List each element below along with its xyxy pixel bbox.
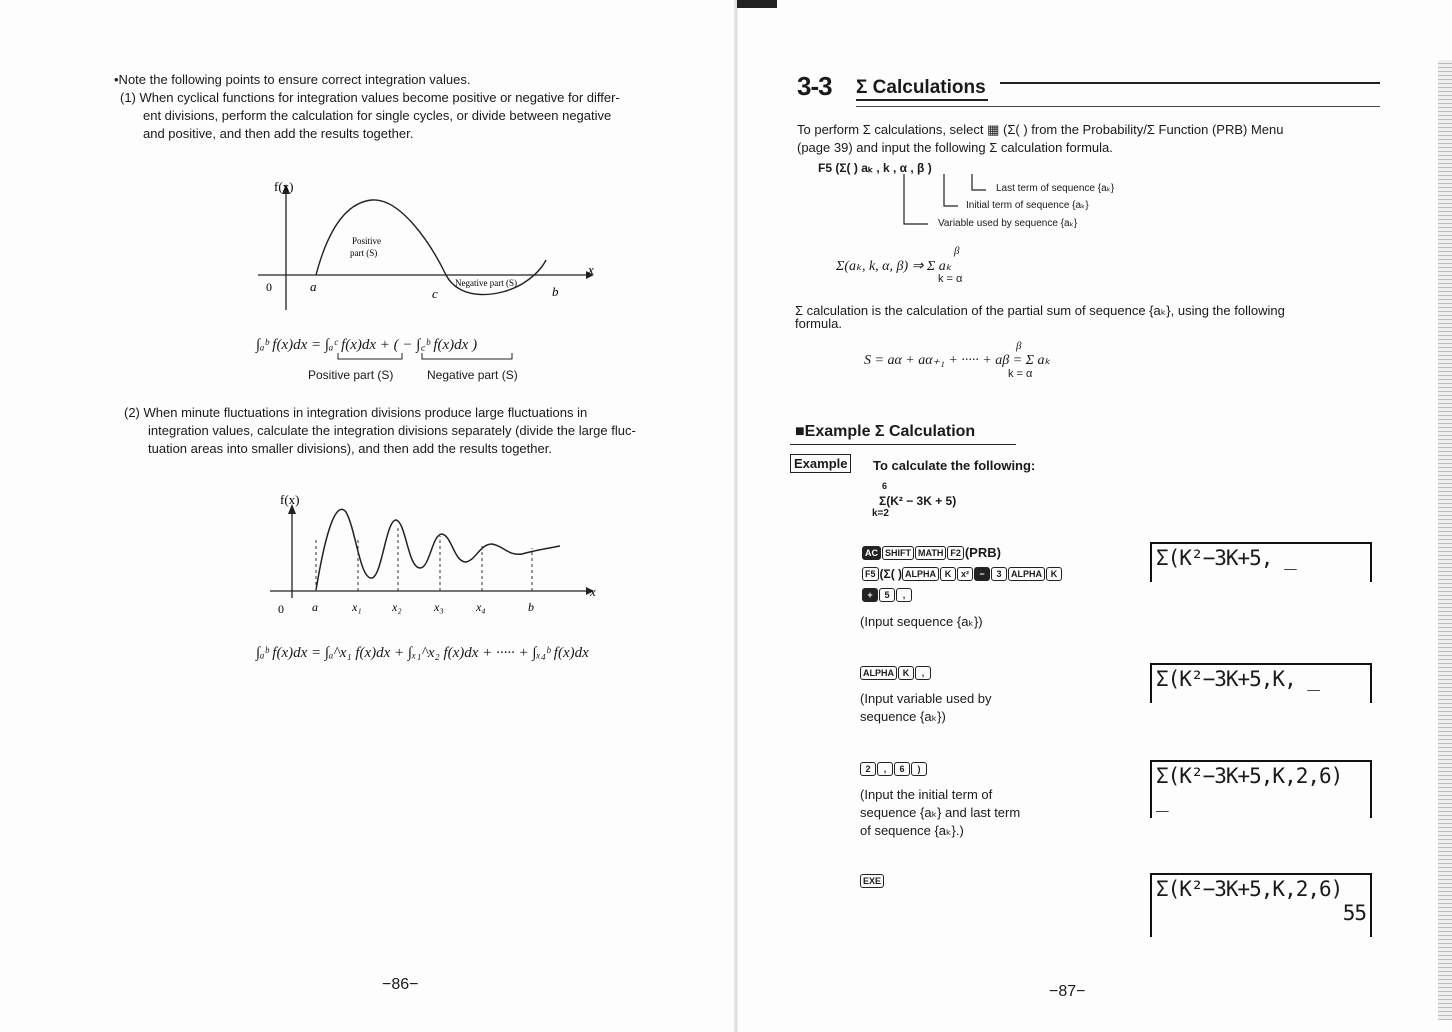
key-5[interactable]: 5 — [879, 588, 895, 602]
step3-caption-line3: of sequence {aₖ}.) — [860, 823, 964, 838]
graph1-ylabel: f(x) — [274, 179, 294, 194]
oscillating-curve — [316, 509, 560, 590]
negative-label: Negative part (S) — [455, 278, 517, 288]
cyclic-function-graph — [250, 172, 610, 312]
key-k-2[interactable]: K — [1046, 567, 1062, 581]
graph2-origin: 0 — [278, 602, 284, 616]
section-title: Σ Calculations — [856, 77, 988, 101]
key-exe[interactable]: EXE — [860, 874, 884, 888]
key-comma[interactable]: , — [896, 588, 912, 602]
intro-line1: To perform Σ calculations, select ▦ (Σ( ) from the Probability/Σ Function (PRB) Menu — [797, 122, 1284, 137]
step4-display-line1: Σ(K²−3K+5,K,2,6) — [1156, 877, 1343, 901]
step3-caption-line1: (Input the initial term of — [860, 787, 993, 802]
partial-sum-line1: Σ calculation is the calculation of the partial sum of sequence {aₖ}, using the following — [795, 303, 1285, 318]
sigma-label: (Σ( ) — [879, 567, 903, 581]
key-plus[interactable]: + — [862, 588, 878, 602]
key-k[interactable]: K — [940, 567, 956, 581]
step3-display-line1: Σ(K²−3K+5,K,2,6) — [1156, 764, 1343, 788]
section-rule-bottom — [856, 106, 1380, 107]
key-close-paren[interactable]: ) — [911, 762, 927, 776]
point2-line3: tuation areas into smaller divisions), and then add the results together. — [148, 441, 552, 456]
def-formula-lower: k = α — [938, 273, 963, 285]
right-page-number: −87− — [1049, 983, 1086, 1000]
point2-line2: integration values, calculate the integration divisions separately (divide the large fluc- — [148, 423, 636, 438]
key-comma-2[interactable]: , — [915, 666, 931, 680]
annotation-initial-term: Initial term of sequence {aₖ} — [966, 200, 1089, 211]
tick-x2: x₂ — [392, 600, 402, 614]
key-alpha-2[interactable]: ALPHA — [1008, 567, 1045, 581]
key-2[interactable]: 2 — [860, 762, 876, 776]
tick-x3: x₃ — [434, 600, 444, 614]
sum-formula-lower: k = α — [1008, 368, 1033, 380]
step1-keys-row2 — [862, 565, 1063, 583]
step3-keys — [860, 760, 928, 778]
tick-a: a — [312, 600, 318, 614]
step1-caption: (Input sequence {aₖ}) — [860, 614, 983, 629]
point1-line1: (1) When cyclical functions for integration values become positive or negative for differ- — [120, 90, 620, 105]
graph2-xlabel: x — [590, 584, 596, 599]
step1-display — [1150, 542, 1372, 582]
example-heading: ■Example Σ Calculation — [795, 423, 976, 440]
step4-display — [1150, 873, 1372, 937]
example-task: To calculate the following: — [873, 458, 1036, 473]
step2-display — [1150, 663, 1372, 703]
book-spine — [733, 0, 739, 1032]
formula1: ∫ₐᵇ f(x)dx = ∫ₐᶜ f(x)dx + ( − ∫꜀ᵇ f(x)dx ) — [256, 337, 478, 353]
scan-artifact-bar — [737, 0, 777, 8]
example-lower: k=2 — [872, 508, 889, 519]
key-k-3[interactable]: K — [898, 666, 914, 680]
formula1-brackets — [336, 353, 526, 365]
formula1-positive-label: Positive part (S) — [308, 368, 394, 382]
prb-label: (PRB) — [964, 545, 1001, 560]
tick-x4: x₄ — [476, 600, 486, 614]
step3-display — [1150, 760, 1372, 818]
step1-display-line1: Σ(K²−3K+5, _ — [1156, 546, 1296, 570]
key-ac[interactable]: AC — [862, 546, 881, 560]
step1-keys-row3 — [862, 586, 913, 604]
sum-formula-upper: β — [1016, 340, 1022, 352]
key-math[interactable]: MATH — [915, 546, 946, 560]
syntax-keys: F5 (Σ( ) aₖ , k , α , β ) — [818, 161, 932, 175]
graph2-ylabel: f(x) — [280, 492, 300, 507]
graph1-xlabel: x — [588, 262, 594, 277]
step4-display-result: 55 — [1342, 901, 1366, 925]
step2-caption-line1: (Input variable used by — [860, 691, 992, 706]
key-3[interactable]: 3 — [991, 567, 1007, 581]
key-alpha-3[interactable]: ALPHA — [860, 666, 897, 680]
key-f2[interactable]: F2 — [947, 546, 964, 560]
fluctuation-graph — [260, 490, 620, 620]
section-rule-top — [1000, 82, 1380, 84]
page-edge-artifact — [1438, 60, 1452, 1020]
key-minus[interactable]: − — [974, 567, 990, 581]
step4-keys — [860, 872, 885, 890]
key-6[interactable]: 6 — [894, 762, 910, 776]
point1-line3: and positive, and then add the results together. — [143, 126, 414, 141]
positive-label-1: Positive — [352, 236, 382, 246]
positive-label-2: part (S) — [350, 248, 378, 258]
step3-caption-line2: sequence {aₖ} and last term — [860, 805, 1021, 820]
step3-display-line2: _ — [1156, 788, 1168, 812]
division-lines — [316, 526, 532, 591]
key-square[interactable]: x² — [957, 567, 973, 581]
graph1-c: c — [432, 286, 438, 301]
annotation-last-term: Last term of sequence {aₖ} — [996, 183, 1115, 194]
note-intro: •Note the following points to ensure correct integration values. — [114, 72, 471, 87]
graph1-a: a — [310, 279, 317, 294]
example-badge: Example — [790, 454, 851, 473]
formula1-negative-label: Negative part (S) — [427, 368, 518, 382]
example-upper: 6 — [882, 481, 888, 491]
annotation-variable: Variable used by sequence {aₖ} — [938, 218, 1078, 229]
graph1-b: b — [552, 284, 559, 299]
example-expr: Σ(K² − 3K + 5) — [879, 494, 957, 508]
formula2: ∫ₐᵇ f(x)dx = ∫ₐ^x₁ f(x)dx + ∫ₓ₁^x₂ f(x)dx + ····· + ∫ₓ₄ᵇ f(x)dx — [256, 645, 589, 661]
tick-b: b — [528, 600, 534, 614]
intro-line2: (page 39) and input the following Σ calculation formula. — [797, 140, 1113, 155]
step2-caption-line2: sequence {aₖ}) — [860, 709, 946, 724]
example-rule — [790, 444, 1016, 445]
step2-keys — [860, 664, 932, 682]
key-alpha[interactable]: ALPHA — [902, 567, 939, 581]
def-formula: Σ(aₖ, k, α, β) ⇒ Σ aₖ — [836, 259, 952, 274]
key-comma-3[interactable]: , — [877, 762, 893, 776]
tick-x1: x₁ — [352, 600, 362, 614]
graph1-origin: 0 — [266, 280, 272, 294]
def-formula-upper: β — [954, 245, 960, 257]
point2-line1: (2) When minute fluctuations in integration divisions produce large fluctuations in — [124, 405, 588, 420]
step1-keys-row1 — [862, 544, 1001, 562]
key-shift[interactable]: SHIFT — [882, 546, 914, 560]
partial-sum-line2: formula. — [795, 316, 842, 331]
sum-formula: S = aα + aα₊₁ + ····· + aβ = Σ aₖ — [864, 353, 1051, 368]
point1-line2: ent divisions, perform the calculation for single cycles, or divide between negative — [143, 108, 612, 123]
step2-display-line1: Σ(K²−3K+5,K, _ — [1156, 667, 1320, 691]
section-number: 3-3 — [797, 71, 832, 101]
key-f5[interactable]: F5 — [862, 567, 879, 581]
left-page-number: −86− — [382, 976, 419, 993]
